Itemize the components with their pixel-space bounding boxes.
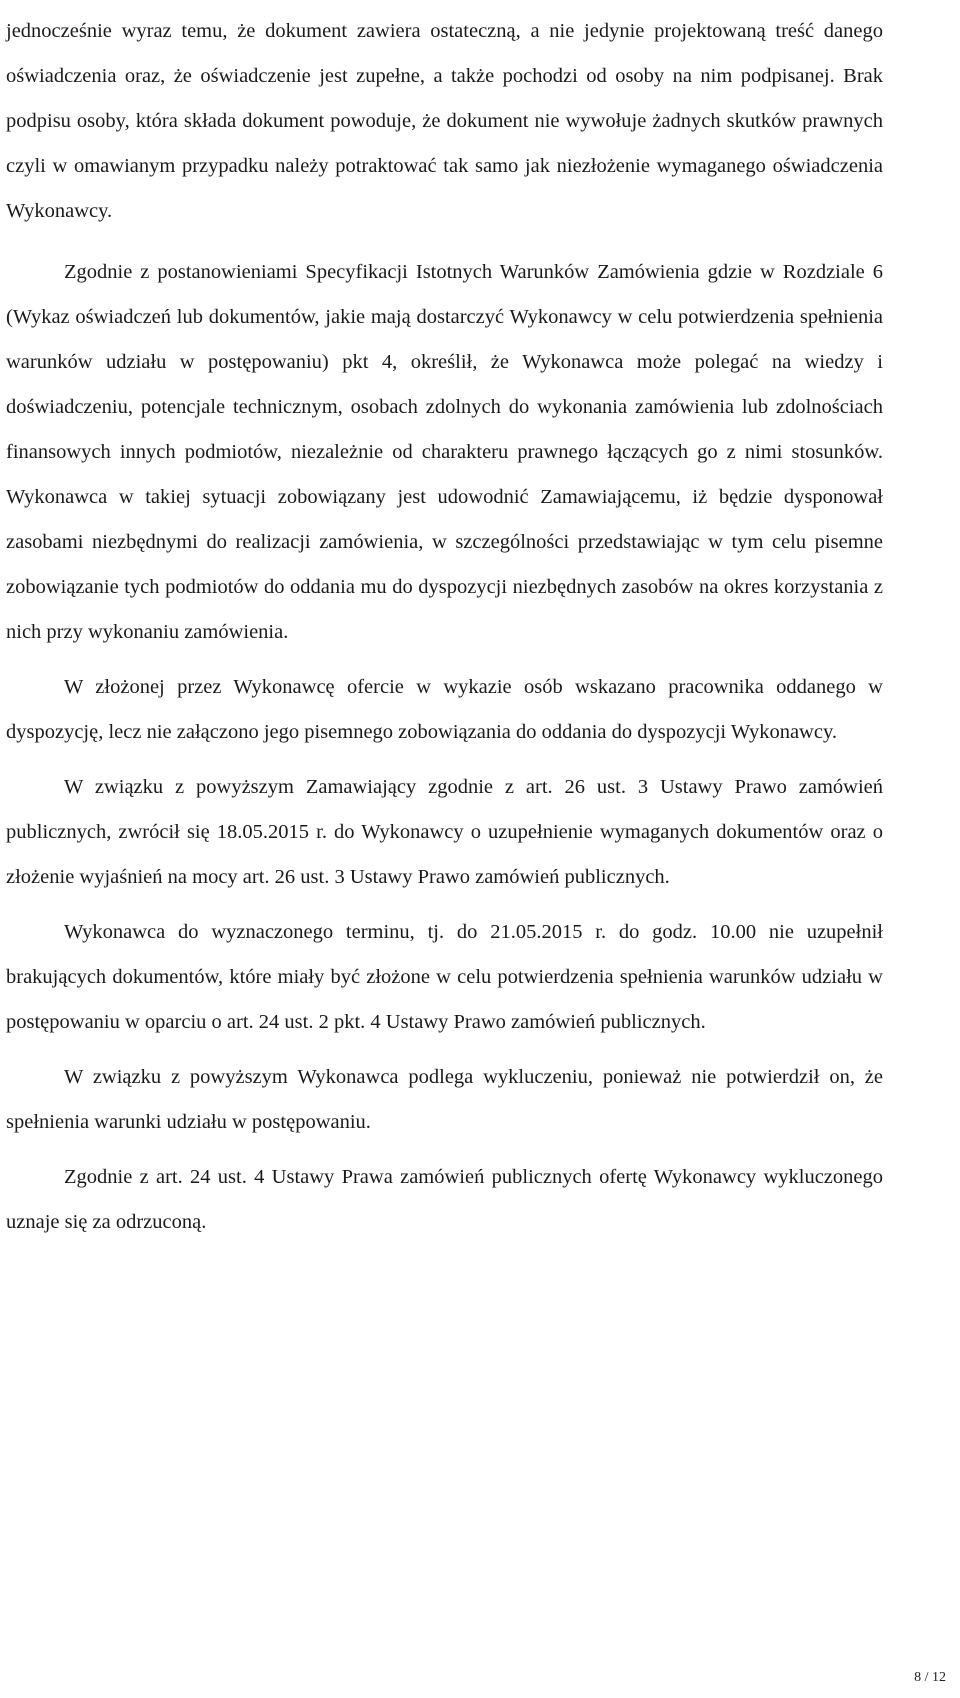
paragraph-5: Wykonawca do wyznaczonego terminu, tj. do 21.05.2015 r. do godz. 10.00 nie uzupełnił brakujących dokumentów, które miały być złożone w celu potwierdzenia spełnienia warunków udziału w postępowaniu w oparciu o art. 24 ust. 2 pkt. 4 Ustawy Prawo zamówień publicznych. xyxy=(6,921,883,1033)
page-number: 8 / 12 xyxy=(914,1670,946,1685)
paragraph-3: W złożonej przez Wykonawcę ofercie w wykazie osób wskazano pracownika oddanego w dyspozycję, lecz nie załączono jego pisemnego zobowiązania do oddania do dyspozycji Wykonawcy. xyxy=(6,676,883,743)
paragraph-4: W związku z powyższym Zamawiający zgodnie z art. 26 ust. 3 Ustawy Prawo zamówień publicznych, zwrócił się 18.05.2015 r. do Wykonawcy o uzupełnienie wymaganych dokumentów oraz o złożenie wyjaśnień na mocy art. 26 ust. 3 Ustawy Prawo zamówień publicznych. xyxy=(6,776,883,888)
paragraph-7: Zgodnie z art. 24 ust. 4 Ustawy Prawa zamówień publicznych ofertę Wykonawcy wykluczonego uznaje się za odrzuconą. xyxy=(6,1166,883,1233)
document-page xyxy=(6,0,883,1245)
paragraph-1: jednocześnie wyraz temu, że dokument zawiera ostateczną, a nie jedynie projektowaną treść danego oświadczenia oraz, że oświadczenie jest zupełne, a także pochodzi od osoby na nim podpisanej. Brak podpisu osoby, która składa dokument powoduje, że dokument nie wywołuje żadnych skutków prawnych czyli w omawianym przypadku należy potraktować tak samo jak niezłożenie wymaganego oświadczenia Wykonawcy. xyxy=(6,20,883,222)
paragraph-6: W związku z powyższym Wykonawca podlega wykluczeniu, ponieważ nie potwierdził on, że spełnienia warunki udziału w postępowaniu. xyxy=(6,1066,883,1133)
paragraph-2: Zgodnie z postanowieniami Specyfikacji Istotnych Warunków Zamówienia gdzie w Rozdziale 6 (Wykaz oświadczeń lub dokumentów, jakie mają dostarczyć Wykonawcy w celu potwierdzenia spełnienia warunków udziału w postępowaniu) pkt 4, określił, że Wykonawca może polegać na wiedzy i doświadczeniu, potencjale technicznym, osobach zdolnych do wykonania zamówienia lub zdolnościach finansowych innych podmiotów, niezależnie od charakteru prawnego łączących go z nimi stosunków. Wykonawca w takiej sytuacji zobowiązany jest udowodnić Zamawiającemu, iż będzie dysponował zasobami niezbędnymi do realizacji zamówienia, w szczególności przedstawiając w tym celu pisemne zobowiązanie tych podmiotów do oddania mu do dyspozycji niezbędnych zasobów na okres korzystania z nich przy wykonaniu zamówienia. xyxy=(6,261,883,643)
